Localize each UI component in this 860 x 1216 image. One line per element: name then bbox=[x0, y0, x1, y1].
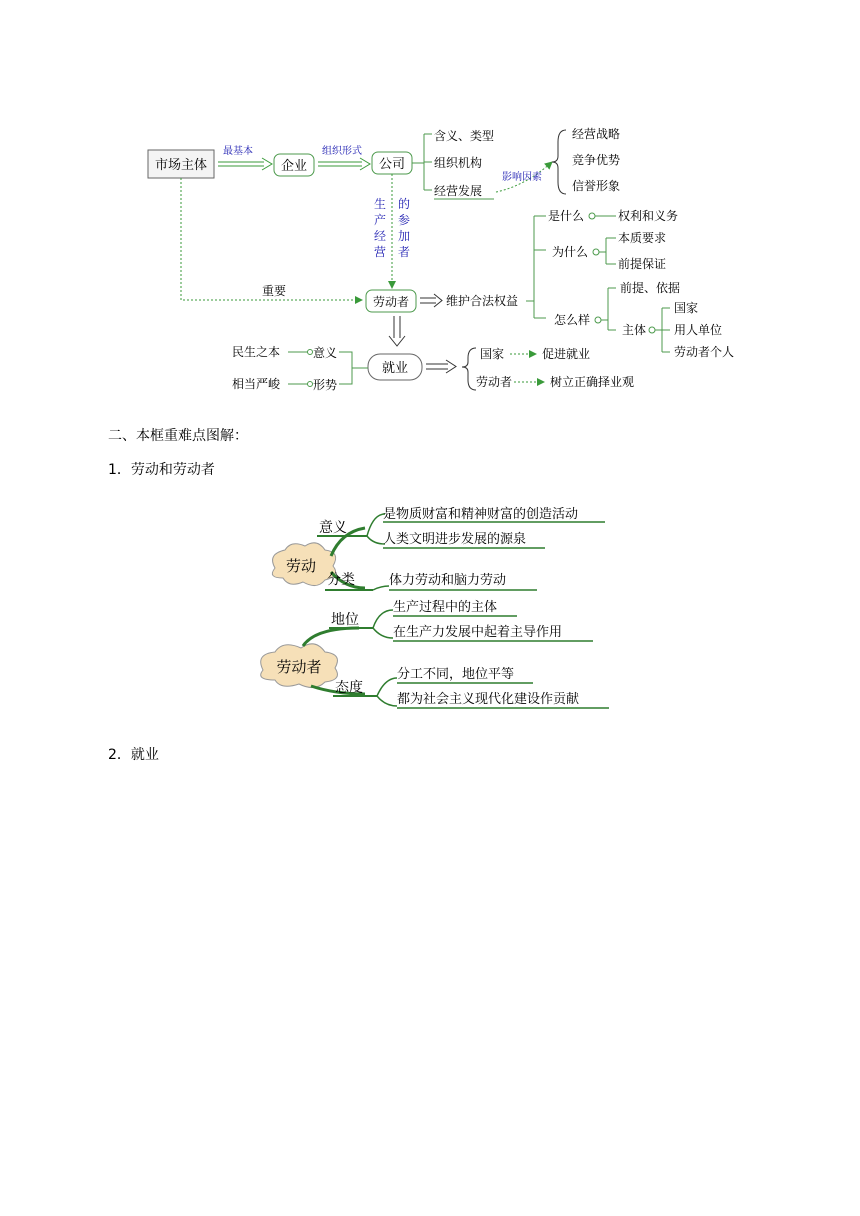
section-heading: 二、本框重难点图解： bbox=[108, 428, 248, 444]
subject-individual: 劳动者个人 bbox=[674, 345, 735, 359]
category-label: 分类 bbox=[327, 572, 355, 588]
attitude-item-1: 分工不同，地位平等 bbox=[397, 667, 515, 682]
meaning-label: 意义 bbox=[319, 520, 347, 536]
svg-text:加: 加 bbox=[397, 229, 411, 243]
status-item-2: 在生产力发展中起着主导作用 bbox=[393, 625, 563, 640]
meaning-item-1: 是物质财富和精神财富的创造活动 bbox=[383, 507, 579, 522]
what-item: 权利和义务 bbox=[618, 209, 679, 223]
protect-rights-label: 维护合法权益 bbox=[446, 294, 519, 308]
edge-org-form-label: 组织形式 bbox=[322, 146, 362, 157]
laborer-label: 劳动者 bbox=[276, 658, 322, 676]
livelihood-label: 民生之本 bbox=[232, 345, 281, 359]
company-branch-meaning: 含义、类型 bbox=[434, 129, 495, 143]
svg-text:的: 的 bbox=[397, 197, 411, 211]
svg-text:产: 产 bbox=[373, 213, 387, 227]
edge-influence-label: 影响因素 bbox=[502, 172, 542, 183]
what-label: 是什么 bbox=[548, 209, 585, 223]
why-item-essence: 本质要求 bbox=[618, 231, 667, 245]
promote-employment: 促进就业 bbox=[542, 347, 591, 361]
how-premise: 前提、依据 bbox=[620, 281, 681, 295]
market-subject-label: 市场主体 bbox=[154, 158, 208, 173]
category-item: 体力劳动和脑力劳动 bbox=[389, 573, 507, 588]
svg-text:营: 营 bbox=[373, 245, 387, 259]
svg-text:者: 者 bbox=[397, 245, 411, 259]
situation-label: 形势 bbox=[313, 378, 338, 392]
hollow-arrow bbox=[218, 158, 272, 170]
attitude-label: 态度 bbox=[335, 680, 363, 696]
market-subject-concept-map bbox=[140, 118, 760, 400]
laborer-cloud bbox=[261, 644, 338, 688]
svg-text:参: 参 bbox=[397, 213, 411, 227]
subject-label: 主体 bbox=[622, 323, 647, 337]
edge-most-basic-label: 最基本 bbox=[223, 146, 253, 157]
enterprise-label: 企业 bbox=[280, 159, 308, 174]
item2-heading: 2．就业 bbox=[108, 747, 159, 763]
edge-participant-right bbox=[398, 197, 410, 259]
labor-mind-map bbox=[245, 498, 615, 714]
hollow-arrow bbox=[420, 294, 442, 307]
hollow-arrow bbox=[318, 158, 370, 170]
laborer-label: 劳动者 bbox=[372, 295, 410, 309]
labor-label: 劳动 bbox=[285, 557, 317, 575]
item1-heading: 1．劳动和劳动者 bbox=[108, 462, 215, 478]
why-label: 为什么 bbox=[552, 245, 589, 259]
subject-employer: 用人单位 bbox=[674, 323, 723, 337]
svg-text:生: 生 bbox=[373, 197, 387, 211]
status-item-1: 生产过程中的主体 bbox=[393, 600, 498, 615]
svg-text:经: 经 bbox=[373, 229, 387, 243]
company-branch-development: 经营发展 bbox=[434, 184, 483, 198]
meaning-item-2: 人类文明进步发展的源泉 bbox=[383, 532, 527, 547]
correct-view: 树立正确择业观 bbox=[550, 375, 635, 389]
meaning-label: 意义 bbox=[313, 346, 338, 360]
influence-strategy: 经营战略 bbox=[572, 127, 621, 141]
severe-label: 相当严峻 bbox=[232, 377, 281, 391]
company-label: 公司 bbox=[378, 157, 406, 172]
employment-label: 就业 bbox=[381, 361, 409, 376]
influence-advantage: 竞争优势 bbox=[572, 153, 621, 167]
company-branch-structure: 组织机构 bbox=[434, 156, 483, 170]
state-label: 国家 bbox=[480, 347, 505, 361]
subject-state: 国家 bbox=[674, 301, 699, 315]
edge-participant-left bbox=[374, 196, 386, 259]
how-label: 怎么样 bbox=[554, 313, 591, 327]
edge-important-label: 重要 bbox=[261, 284, 287, 298]
hollow-arrow bbox=[426, 360, 456, 373]
attitude-item-2: 都为社会主义现代化建设作贡献 bbox=[397, 692, 580, 707]
hollow-arrow-down bbox=[389, 316, 405, 346]
status-label: 地位 bbox=[331, 612, 359, 628]
why-item-premise: 前提保证 bbox=[618, 257, 667, 271]
influence-reputation: 信誉形象 bbox=[572, 179, 621, 193]
laborer2-label: 劳动者 bbox=[476, 375, 513, 389]
